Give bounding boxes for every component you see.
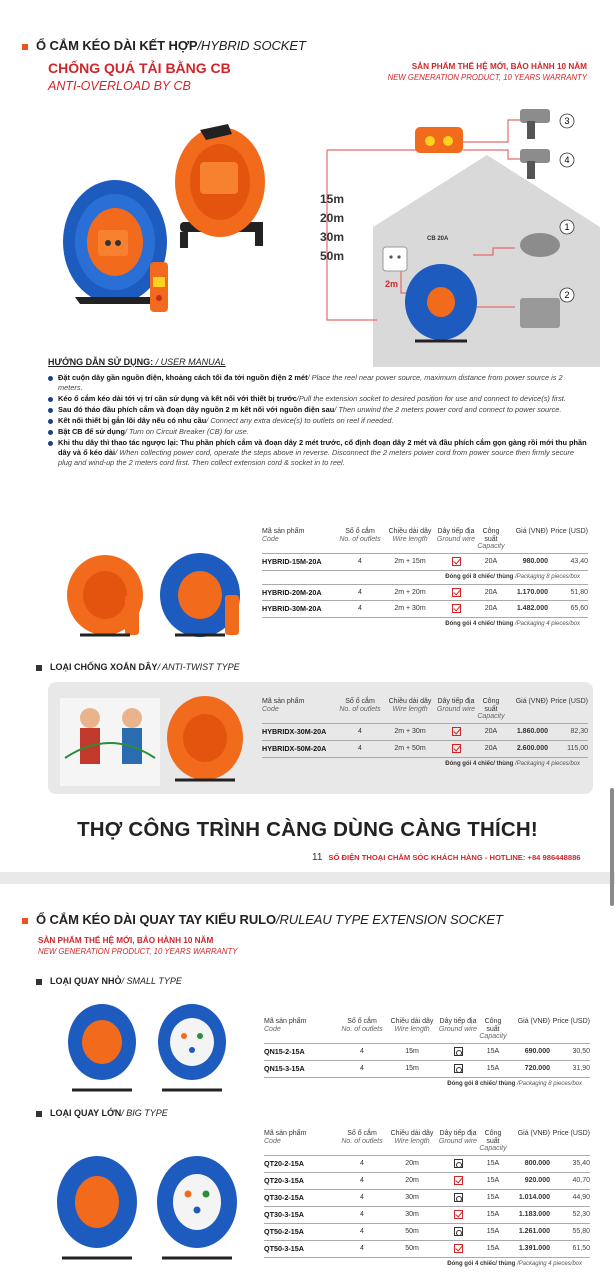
- ground-check-icon: [452, 557, 461, 566]
- anti-twist-image: [60, 688, 250, 788]
- square-bullet-icon: [36, 665, 42, 671]
- square-bullet-icon: [36, 1111, 42, 1117]
- table-header: Mã sản phẩm Code Số ổ cắm No. of outlets Chiều dài dây Wire length Dây tiếp địa Ground wire Công suất Capacity Giá (VNĐ) Price (USD): [262, 528, 588, 554]
- warranty-vi: SẢN PHẨM THẾ HỆ MỚI, BẢO HÀNH 10 NĂM: [411, 62, 587, 71]
- manual-item: Kéo ổ cắm kéo dài tới vị trí cần sử dụng và kết nối với thiết bị trước/Pull the extension socket to desired position for use and connect to device(s) first.: [48, 394, 588, 404]
- anti-twist-heading: LOẠI CHỐNG XOẮN DÂY/ ANTI-TWIST TYPE: [36, 662, 240, 672]
- packaging-note: Đóng gói 8 chiếc/ thùng /Packaging 8 pieces/box: [447, 1080, 582, 1087]
- page-number: 11: [312, 852, 323, 863]
- manual-title: HƯỚNG DẪN SỬ DỤNG: / USER MANUAL: [48, 357, 226, 367]
- length-50m: 50m: [320, 249, 345, 263]
- cord-label: 2m: [385, 279, 399, 289]
- ground-circle-icon: [454, 1159, 463, 1168]
- length-30m: 30m: [320, 230, 345, 244]
- square-bullet-icon: [22, 44, 28, 50]
- ground-check-icon: [454, 1244, 463, 1253]
- user-manual: [48, 357, 588, 469]
- big-type-price-table: [264, 1130, 590, 1271]
- manual-item: Khi thu dây thì thao tác ngược lại: Thu phần phích cắm và đoạn dây 2 mét trước, cố định đoạn dây 2 mét và đầu phích cắm gọn gàng rồi mới thu phần dây và ổ kéo dài/ When collecting power cord, operate the steps above in reverse. Disconnect the 2 meters power cord from power source then firmly secure plug and wind-up the 2 meters cord first. Then collect extension cord & socket in to reel.: [48, 438, 588, 468]
- warranty-en: NEW GENERATION PRODUCT, 10 YEARS WARRANTY: [387, 73, 587, 82]
- table-row: QT50-3-15A 4 50m 15A 1.391.000 61,50: [264, 1241, 590, 1258]
- table-row: QT20-2-15A 4 20m 15A 800.000 35,40: [264, 1156, 590, 1173]
- packaging-note: Đóng gói 8 chiếc/ thùng /Packaging 8 pieces/box: [445, 573, 580, 580]
- square-bullet-icon: [22, 918, 28, 924]
- manual-item: Kết nối thiết bị gắn lõi dây nếu có nhu cầu/ Connect any extra device(s) to outlets on reel if needed.: [48, 416, 588, 426]
- device-number-1: 1: [564, 222, 570, 232]
- small-reels-image: [62, 998, 237, 1094]
- table-row: HYBRID-15M-20A 4 2m + 15m 20A 980.000 43,40: [262, 554, 588, 571]
- length-15m: 15m: [320, 192, 345, 206]
- footer-hotline: 11 SỐ ĐIỆN THOẠI CHĂM SÓC KHÁCH HÀNG - HOTLINE: +84 986448886: [312, 852, 581, 863]
- ground-check-icon: [454, 1176, 463, 1185]
- small-type-heading: LOẠI QUAY NHỎ/ SMALL TYPE: [36, 976, 182, 986]
- cb-label: CB 20A: [427, 236, 449, 242]
- hybrid-products-image: [60, 540, 250, 640]
- table-row: QN15-3-15A 4 15m 15A 720.000 31,90: [264, 1061, 590, 1078]
- hybrid-price-table: [262, 528, 588, 631]
- ground-circle-icon: [454, 1227, 463, 1236]
- packaging-note: Đóng gói 4 chiếc/ thùng /Packaging 4 pieces/box: [447, 1260, 582, 1267]
- table-row: HYBRIDX-50M-20A 4 2m + 50m 20A 2.600.000 115,00: [262, 741, 588, 758]
- table-header: Mã sản phẩm Code Số ổ cắm No. of outlets Chiều dài dây Wire length Dây tiếp địa Ground wire Công suất Capacity Giá (VNĐ) Price (USD): [264, 1130, 590, 1156]
- device-number-2: 2: [564, 290, 570, 300]
- subtitle-vi: CHỐNG QUÁ TẢI BẰNG CB: [48, 60, 231, 76]
- ground-circle-icon: [454, 1193, 463, 1202]
- table-row: HYBRIDX-30M-20A 4 2m + 30m 20A 1.860.000 82,30: [262, 724, 588, 741]
- big-type-heading: LOẠI QUAY LỚN/ BIG TYPE: [36, 1108, 168, 1118]
- ground-circle-icon: [454, 1064, 463, 1073]
- section-title: Ổ CẮM KÉO DÀI KẾT HỢP/HYBRID SOCKET: [22, 38, 306, 53]
- table-row: QT30-3-15A 4 30m 15A 1.183.000 52,30: [264, 1207, 590, 1224]
- ground-check-icon: [452, 588, 461, 597]
- table-row: QT20-3-15A 4 20m 15A 920.000 40,70: [264, 1173, 590, 1190]
- packaging-note: Đóng gói 4 chiếc/ thùng /Packaging 4 pieces/box: [445, 760, 580, 767]
- scrollbar-thumb[interactable]: [610, 788, 614, 906]
- table-row: QT30-2-15A 4 30m 15A 1.014.000 44,90: [264, 1190, 590, 1207]
- manual-item: Sau đó tháo đầu phích cắm và đoạn dây nguồn 2 m kết nối với nguồn điện sau/ Then unwind the 2 meters power cord and connect to power source.: [48, 405, 588, 415]
- ground-circle-icon: [454, 1047, 463, 1056]
- ground-check-icon: [452, 744, 461, 753]
- warranty-vi: SẢN PHẨM THẾ HỆ MỚI, BẢO HÀNH 10 NĂM: [38, 936, 214, 945]
- manual-item: Đặt cuộn dây gần nguồn điện, khoảng cách tối đa tới nguồn điện 2 mét/ Place the reel near power source, maximum distance from power source is 2 meters.: [48, 373, 588, 393]
- slogan: THỢ CÔNG TRÌNH CÀNG DÙNG CÀNG THÍCH!: [77, 818, 538, 841]
- warranty-en: NEW GENERATION PRODUCT, 10 YEARS WARRANTY: [38, 947, 238, 956]
- device-number-3: 3: [564, 116, 570, 126]
- small-type-price-table: [264, 1018, 590, 1091]
- ground-check-icon: [452, 727, 461, 736]
- hybrid-reels-image: [60, 122, 270, 322]
- table-header: Mã sản phẩm Code Số ổ cắm No. of outlets Chiều dài dây Wire length Dây tiếp địa Ground wire Công suất Capacity Giá (VNĐ) Price (USD): [262, 698, 588, 724]
- page-separator: [0, 872, 615, 884]
- manual-list: [48, 373, 588, 468]
- table-row: HYBRID-30M-20A 4 2m + 30m 20A 1.482.000 65,60: [262, 601, 588, 618]
- table-row: QT50-2-15A 4 50m 15A 1.261.000 55,80: [264, 1224, 590, 1241]
- device-number-4: 4: [564, 155, 570, 165]
- ground-check-icon: [452, 604, 461, 613]
- catalog-page-12: [0, 884, 615, 1280]
- table-row: QN15-2-15A 4 15m 15A 690.000 30,50: [264, 1044, 590, 1061]
- section-title: Ổ CẮM KÉO DÀI QUAY TAY KIỂU RULO/RULEAU TYPE EXTENSION SOCKET: [22, 912, 503, 927]
- length-20m: 20m: [320, 211, 345, 225]
- usage-diagram: [315, 105, 610, 367]
- ground-check-icon: [454, 1210, 463, 1219]
- big-reels-image: [52, 1146, 242, 1266]
- manual-item: Bật CB để sử dụng/ Turn on Circuit Breaker (CB) for use.: [48, 427, 588, 437]
- packaging-note: Đóng gói 4 chiếc/ thùng /Packaging 4 pieces/box: [445, 620, 580, 627]
- table-row: HYBRID-20M-20A 4 2m + 20m 20A 1.170.000 51,80: [262, 584, 588, 601]
- table-header: Mã sản phẩm Code Số ổ cắm No. of outlets Chiều dài dây Wire length Dây tiếp địa Ground wire Công suất Capacity Giá (VNĐ) Price (USD): [264, 1018, 590, 1044]
- anti-twist-price-table: [262, 698, 588, 771]
- subtitle-en: ANTI-OVERLOAD BY CB: [48, 79, 191, 93]
- square-bullet-icon: [36, 979, 42, 985]
